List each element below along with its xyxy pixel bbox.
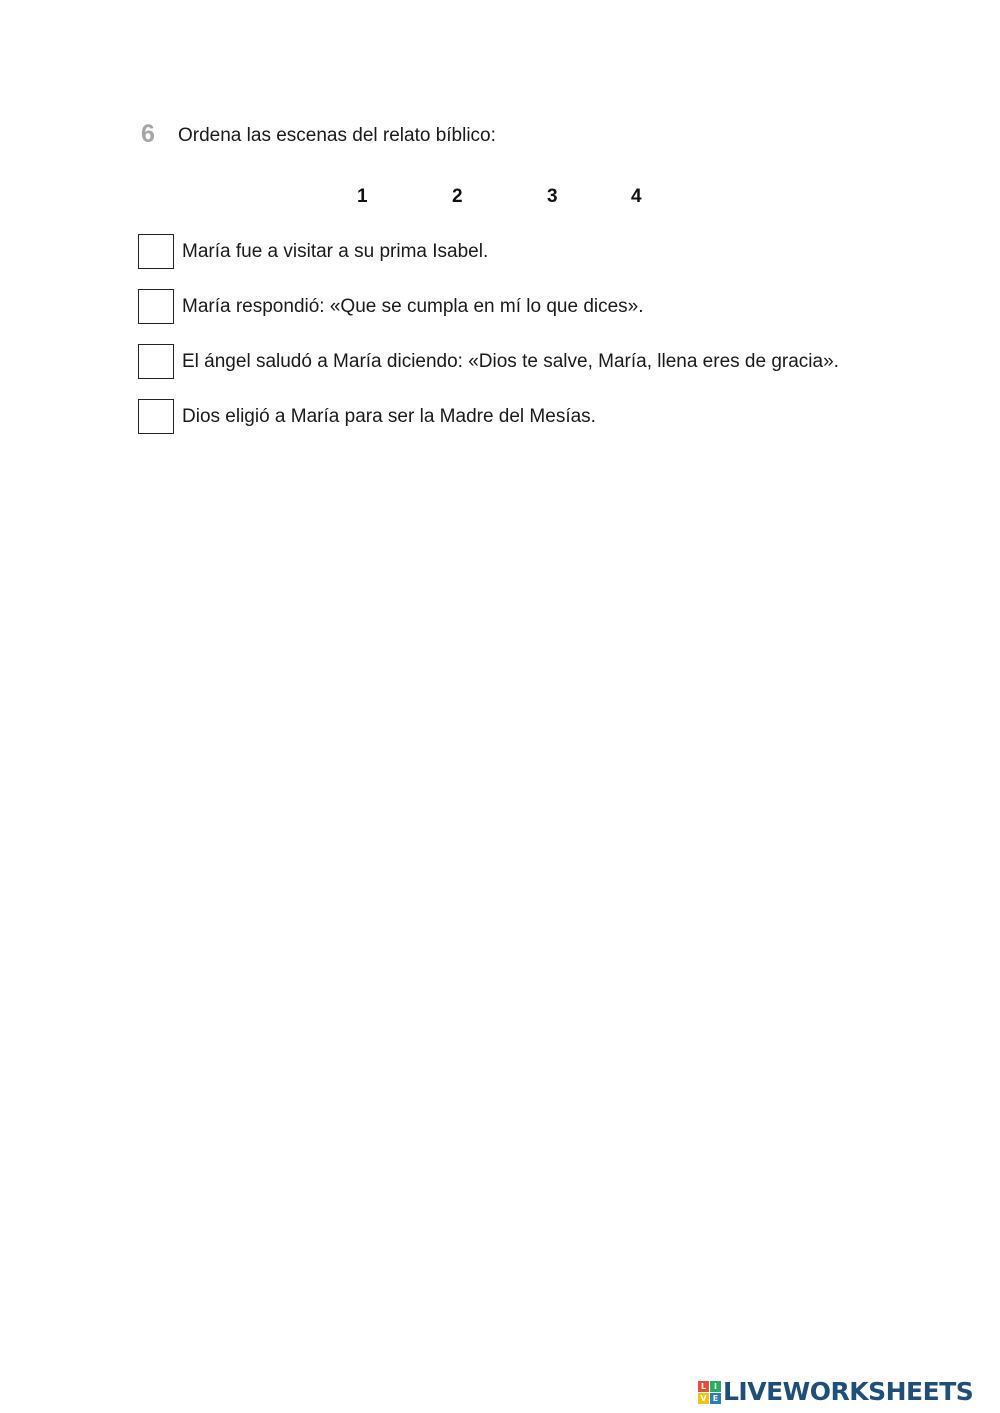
logo-text: LIVEWORKSHEETS bbox=[723, 1377, 974, 1406]
exercise-instruction: Ordena las escenas del relato bíblico: bbox=[178, 125, 496, 146]
scene-text: Dios eligió a María para ser la Madre del Mesías. bbox=[182, 406, 596, 427]
order-number-1: 1 bbox=[357, 186, 368, 207]
logo-cell: V bbox=[698, 1393, 709, 1404]
liveworksheets-logo bbox=[698, 1377, 973, 1407]
answer-box[interactable] bbox=[138, 234, 174, 269]
order-number-4: 4 bbox=[631, 186, 642, 207]
answer-box[interactable] bbox=[138, 344, 174, 379]
logo-cell: I bbox=[710, 1381, 721, 1392]
logo-cell: E bbox=[710, 1393, 721, 1404]
order-number-2: 2 bbox=[452, 186, 463, 207]
order-number-3: 3 bbox=[547, 186, 558, 207]
scene-text: El ángel saludó a María diciendo: «Dios te salve, María, llena eres de gracia». bbox=[182, 351, 839, 372]
scene-text: María fue a visitar a su prima Isabel. bbox=[182, 241, 489, 262]
scene-text: María respondió: «Que se cumpla en mí lo que dices». bbox=[182, 296, 644, 317]
logo-icon bbox=[698, 1381, 721, 1404]
answer-box[interactable] bbox=[138, 399, 174, 434]
logo-cell: L bbox=[698, 1381, 709, 1392]
answer-box[interactable] bbox=[138, 289, 174, 324]
exercise-number: 6 bbox=[141, 120, 155, 148]
